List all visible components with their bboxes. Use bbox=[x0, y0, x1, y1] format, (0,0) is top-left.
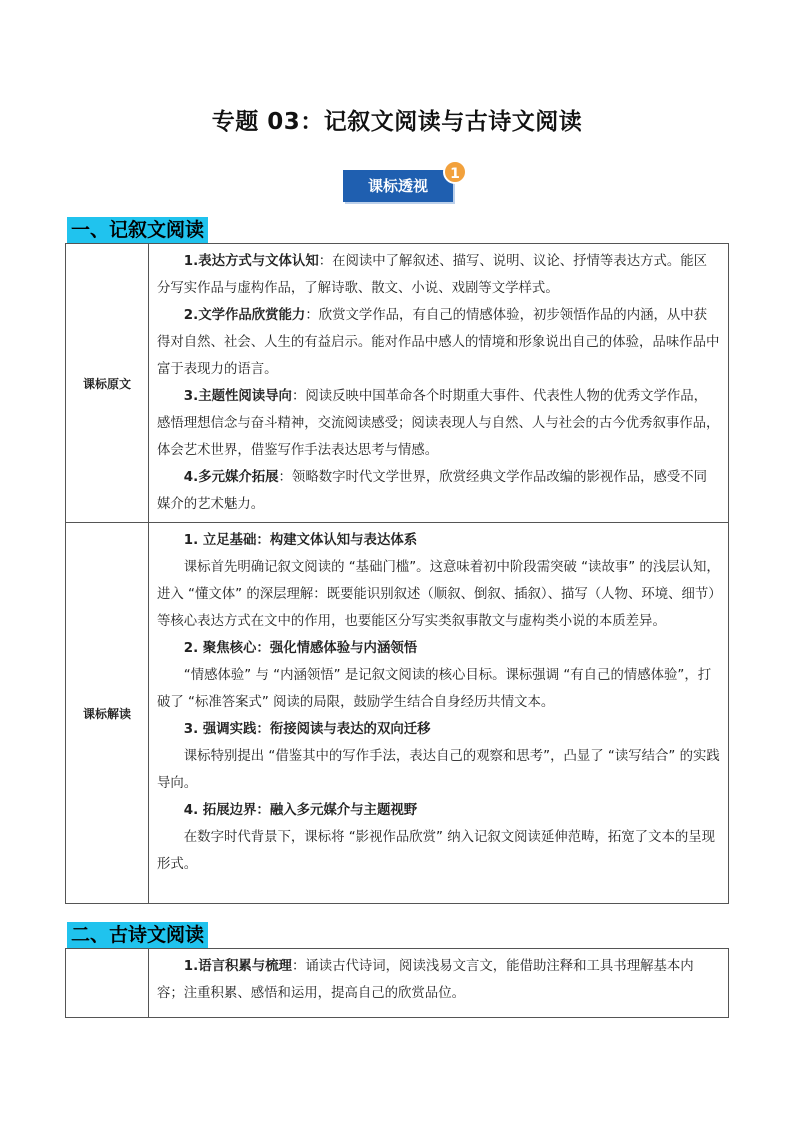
interpretation-text: 课标首先明确记叙文阅读的 “基础门槛”。这意味着初中阶段需突破 “读故事” 的浅层认知，进入 “懂文体” 的深层理解：既要能识别叙述（顺叙、倒叙、插叙）、描写（人物、环境、细节）等核心表达方式在文中的作用，也要能区分写实类叙事散文与虚构类小说的本质差异。 bbox=[157, 560, 720, 629]
row-label bbox=[66, 949, 149, 1018]
standard-text-cell bbox=[149, 949, 729, 1018]
page-title: 专题 03：记叙文阅读与古诗文阅读 bbox=[211, 109, 583, 135]
interpretation-text: “情感体验” 与 “内涵领悟” 是记叙文阅读的核心目标。课标强调 “有自己的情感体验”，打破了 “标准答案式” 阅读的局限，鼓励学生结合自身经历共情文本。 bbox=[157, 668, 712, 710]
classical-table bbox=[65, 948, 729, 1018]
section-heading-narrative: 一、记叙文阅读 bbox=[67, 217, 208, 243]
interpretation-cell bbox=[149, 523, 729, 904]
standard-text-cell bbox=[149, 244, 729, 523]
table-row-standard-text bbox=[66, 244, 729, 523]
badge-label: 课标透视 bbox=[343, 170, 453, 202]
row-label: 课标解读 bbox=[66, 523, 149, 904]
standard-item: 3.主题性阅读导向：阅读反映中国革命各个时期重大事件、代表性人物的优秀文学作品，感悟理想信念与奋斗精神，交流阅读感受；阅读表现人与自然、人与社会的古今优秀叙事作品，体会艺术世界，借鉴写作手法表达思考与情感。 bbox=[157, 389, 720, 458]
table-row-interpretation bbox=[66, 523, 729, 904]
badge-number: 1 bbox=[443, 160, 467, 184]
row-label: 课标原文 bbox=[66, 244, 149, 523]
narrative-table bbox=[65, 243, 729, 904]
interpretation-heading: 1. 立足基础：构建文体认知与表达体系 bbox=[183, 533, 418, 548]
section-heading-classical: 二、古诗文阅读 bbox=[67, 922, 208, 948]
interpretation-heading: 3. 强调实践：衔接阅读与表达的双向迁移 bbox=[183, 722, 431, 737]
standard-item: 1.语言积累与梳理：诵读古代诗词，阅读浅易文言文，能借助注释和工具书理解基本内容；注重积累、感悟和运用，提高自己的欣赏品位。 bbox=[157, 959, 694, 1001]
table-row-standard-text bbox=[66, 949, 729, 1018]
standard-item: 4.多元媒介拓展：领略数字时代文学世界，欣赏经典文学作品改编的影视作品，感受不同媒介的艺术魅力。 bbox=[157, 470, 708, 512]
standard-item: 1.表达方式与文体认知：在阅读中了解叙述、描写、说明、议论、抒情等表达方式。能区分写实作品与虚构作品，了解诗歌、散文、小说、戏剧等文学样式。 bbox=[157, 254, 708, 296]
interpretation-text: 课标特别提出 “借鉴其中的写作手法，表达自己的观察和思考”，凸显了 “读写结合” 的实践导向。 bbox=[157, 749, 720, 791]
interpretation-heading: 4. 拓展边界：融入多元媒介与主题视野 bbox=[183, 803, 418, 818]
standard-item: 2.文学作品欣赏能力：欣赏文学作品，有自己的情感体验，初步领悟作品的内涵，从中获得对自然、社会、人生的有益启示。能对作品中感人的情境和形象说出自己的体验，品味作品中富于表现力的语言。 bbox=[157, 308, 720, 377]
interpretation-heading: 2. 聚焦核心：强化情感体验与内涵领悟 bbox=[183, 641, 418, 656]
interpretation-text: 在数字时代背景下，课标将 “影视作品欣赏” 纳入记叙文阅读延伸范畴，拓宽了文本的呈现形式。 bbox=[157, 830, 716, 872]
section-badge bbox=[343, 164, 467, 204]
